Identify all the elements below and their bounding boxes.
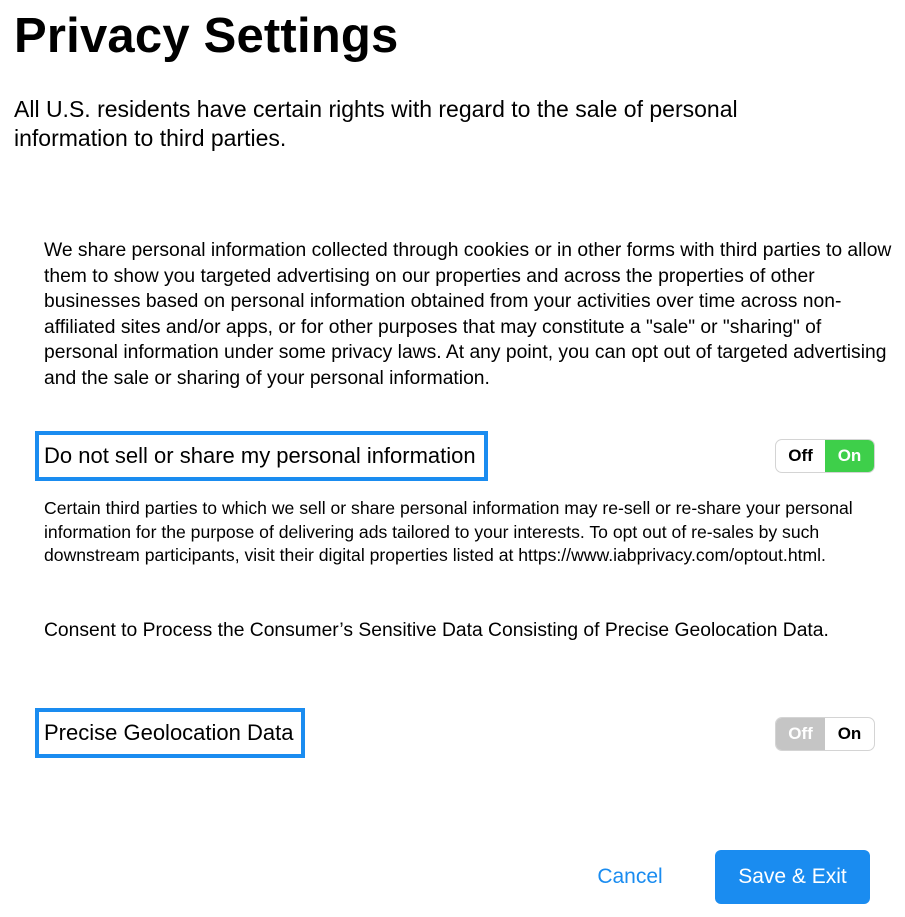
resale-note: Certain third parties to which we sell or share personal information may re-sell or re-share your personal information for the purpose of delivering ads tailored to your interests. To opt out of re-sales by such downstream participants, visit their digital properties listed at https://www.iabprivacy.com/optout.html. bbox=[44, 498, 853, 565]
sell-share-off-option[interactable]: Off bbox=[788, 446, 813, 465]
sell-share-on-option[interactable]: On bbox=[825, 440, 874, 472]
sell-share-label: Do not sell or share my personal information bbox=[35, 431, 488, 481]
page-subtitle: All U.S. residents have certain rights with regard to the sale of personal information to third parties. bbox=[14, 96, 738, 151]
geolocation-on-option[interactable]: On bbox=[837, 724, 862, 743]
consent-note: Consent to Process the Consumer’s Sensitive Data Consisting of Precise Geolocation Data. bbox=[44, 620, 829, 641]
geolocation-off-option[interactable]: Off bbox=[776, 718, 825, 750]
page-title: Privacy Settings bbox=[14, 9, 399, 63]
cancel-button[interactable]: Cancel bbox=[597, 865, 663, 888]
geolocation-toggle[interactable] bbox=[775, 717, 875, 751]
geolocation-label: Precise Geolocation Data bbox=[35, 708, 305, 758]
intro-text: We share personal information collected through cookies or in other forms with third parties to allow them to show you targeted advertising on our properties and across the properties of other businesses based on personal information obtained from your activities over time across non-affiliated sites and/or apps, or for other purposes that may constitute a "sale" or "sharing" of personal information under some privacy laws. At any point, you can opt out of targeted advertising and the sale or sharing of your personal information. bbox=[44, 240, 892, 389]
sell-share-toggle[interactable] bbox=[775, 439, 875, 473]
save-exit-button[interactable]: Save & Exit bbox=[715, 850, 870, 904]
